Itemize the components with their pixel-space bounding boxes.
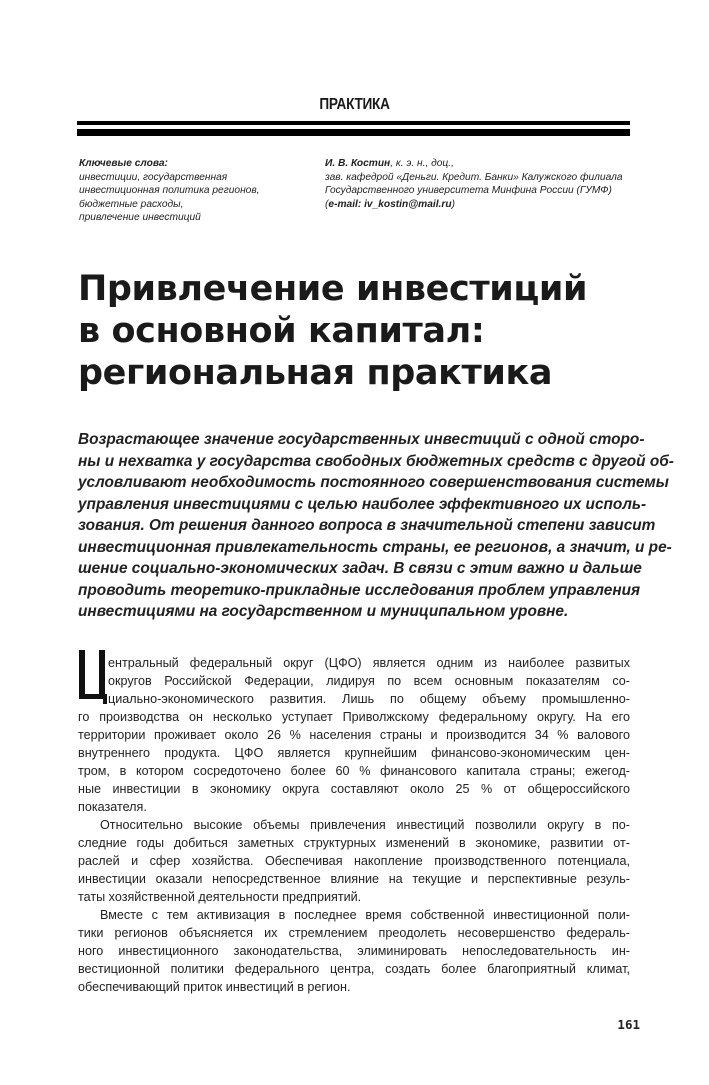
article-title — [78, 268, 638, 394]
keywords-block — [79, 157, 309, 225]
keyword-line: привлечение инвестиций — [79, 212, 201, 224]
lead-line: инвестициями на государственном и муниципальном уровне. — [78, 603, 569, 620]
email-paren-close: ) — [451, 198, 455, 210]
lead-line: управления инвестициями с целью наиболее эффективного их исполь- — [78, 495, 647, 513]
lead-line: ны и нехватка у государства свободных бюджетных средств с другой об- — [78, 452, 674, 470]
body-line: ного инвестиционного законодательства, элиминировать непоследовательность ин- — [78, 944, 630, 958]
title-line: региональная практика — [78, 353, 553, 393]
author-affiliation-line: Государственного университета Минфина России (ГУМФ) — [325, 185, 612, 197]
body-line: обеспечивающий приток инвестиций в регион. — [78, 980, 351, 994]
lead-line: шение социально-экономических задач. В связи с этим важно и дальше — [78, 560, 642, 577]
title-line: Привлечение инвестиций — [78, 269, 588, 309]
header-rule-thick — [77, 129, 630, 136]
paragraph-2 — [78, 816, 630, 906]
keyword-line: бюджетные расходы, — [79, 198, 184, 210]
body-line: инвестиции оказали непосредственное влияние на текущие и перспективные резуль- — [78, 872, 630, 886]
author-email-link[interactable]: e-mail: iv_kostin@mail.ru — [328, 198, 452, 210]
body-line: следние годы добиться заметных структурных изменений в экономике, развитии от- — [78, 836, 630, 850]
body-line: го производства он несколько уступает Приволжскому федеральному округу. На его — [78, 710, 630, 724]
lead-line: зования. От решения данного вопроса в значительной степени зависит — [78, 517, 656, 534]
paragraph-1 — [78, 654, 630, 816]
email-paren-open: ( — [325, 198, 329, 210]
page-number: 161 — [617, 1017, 640, 1032]
keywords-label: Ключевые слова: — [79, 158, 168, 169]
author-degree: , к. э. н., доц., — [390, 158, 454, 169]
lead-line: проводить теоретико-прикладные исследования проблем управления — [78, 581, 641, 599]
section-heading: ПРАКТИКА — [319, 96, 390, 113]
lead-line: Возрастающее значение государственных инвестиций с одной сторо- — [78, 431, 645, 448]
body-line: Вместе с тем активизация в последнее время собственной инвестиционной поли- — [100, 908, 630, 922]
body-line: раслей и сфер хозяйства. Обеспечивая накопление производственного потенциала, — [78, 854, 630, 868]
body-line: внутреннего продукта. ЦФО является крупнейшим финансово-экономическим цен- — [78, 746, 630, 760]
body-line: Относительно высокие объемы привлечения инвестиций позволили округу в по- — [100, 818, 630, 832]
body-line: тики регионов объясняется их стремлением преодолеть несовершенство федераль- — [78, 926, 630, 940]
lead-line: условливают необходимость постоянного совершенствования системы — [78, 474, 669, 491]
keyword-line: инвестиционная политика регионов, — [79, 185, 260, 197]
body-line: территории проживает около 26 % населения страны и производится 34 % валового — [78, 728, 630, 742]
body-line: ентральный федеральный округ (ЦФО) является одним из наиболее развитых — [108, 656, 630, 670]
title-line: в основной капитал: — [78, 311, 485, 351]
author-affiliation-line: зав. кафедрой «Деньги. Кредит. Банки» Калужского филиала — [325, 171, 623, 183]
body-line: показателя. — [78, 800, 147, 814]
author-name: И. В. Костин — [325, 158, 391, 169]
author-block — [325, 157, 645, 211]
body-line: циально-экономического развития. Лишь по общему объему промышленно- — [108, 692, 630, 706]
article-lead — [78, 429, 674, 623]
header-rule-thin — [77, 121, 630, 125]
body-line: вестиционной политики федерального центра, создать более благоприятный климат, — [78, 962, 630, 976]
body-line: ные инвестиции в экономику округа составляют около 25 % от общероссийского — [78, 782, 630, 796]
lead-line: инвестиционная привлекательность страны, ее регионов, а значит, и ре- — [78, 538, 672, 556]
body-line: таты хозяйственной деятельности предприятий. — [78, 890, 362, 904]
body-line: тром, в котором сосредоточено более 60 % финансового капитала страны; ежегод- — [78, 764, 630, 778]
body-line: округов Российской Федерации, лидируя по всем основным показателям со- — [108, 674, 630, 688]
keyword-line: инвестиции, государственная — [79, 171, 228, 183]
paragraph-3 — [78, 906, 630, 996]
